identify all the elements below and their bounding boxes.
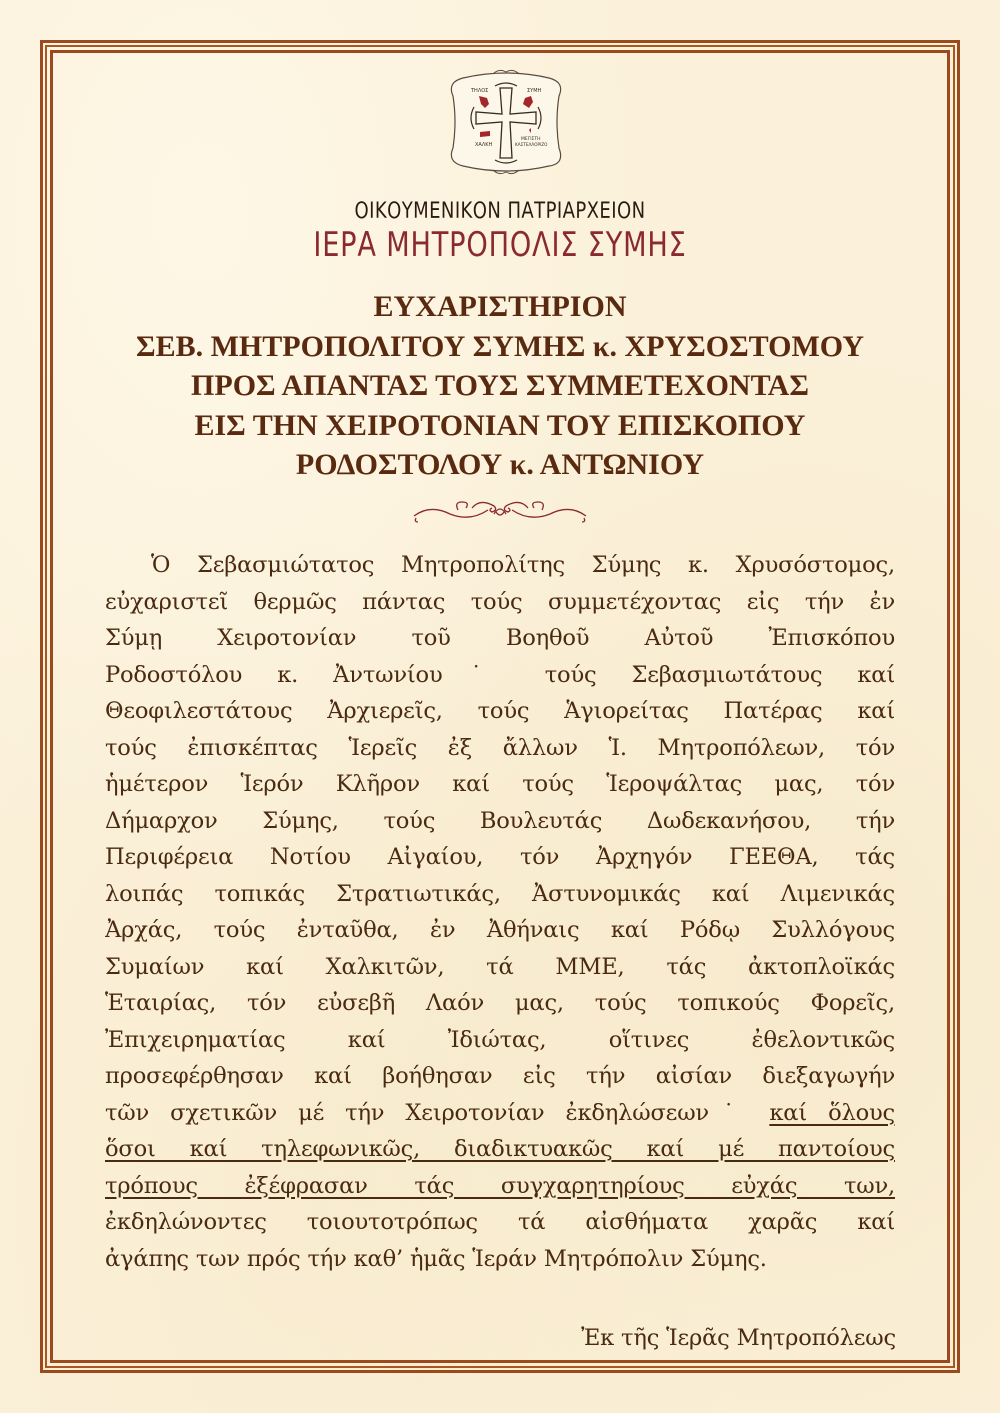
svg-text:ΤΗΛΟΣ: ΤΗΛΟΣ [471, 88, 489, 94]
body-line: τούς ἐπισκέπτας Ἱερεῖς ἐξ ἄλλων Ἱ. Μητροπόλεων, τόν [105, 734, 895, 761]
body-line [105, 1131, 895, 1168]
body-line: Συμαίων καί Χαλκιτῶν, τά ΜΜΕ, τάς ἀκτοπλοϊκάς [105, 953, 895, 980]
svg-text:ΣΥΜΗ: ΣΥΜΗ [527, 88, 542, 94]
headline-line: ΠΡΟΣ ΑΠΑΝΤΑΣ ΤΟΥΣ ΣΥΜΜΕΤΕΧΟΝΤΑΣ [191, 369, 809, 402]
body-line: προσεφέρθησαν καί βοήθησαν εἰς τήν αἰσίαν διεξαγωγήν [105, 1063, 895, 1089]
body-line: λοιπάς τοπικάς Στρατιωτικάς, Ἀστυνομικάς καί Λιμενικάς [105, 880, 895, 907]
document-headline [60, 287, 940, 485]
body-line: Ἐπιχειρηματίας καί Ἰδιώτας, οἵτινες ἐθελοντικῶς [105, 1026, 895, 1053]
body-line: Περιφέρεια Νοτίου Αἰγαίου, τόν Ἀρχηγόν ΓΕΕΘΑ, τάς [105, 844, 895, 870]
underlined-text: τρόπους ἐξέφρασαν τάς συγχαρητηρίους εὐχάς των [105, 1172, 889, 1199]
body-line [105, 1168, 895, 1205]
body-line: Ροδοστόλου κ. Ἀντωνίου˙ τούς Σεβασμιωτάτους καί [105, 661, 895, 688]
headline-line: ΕΥΧΑΡΙΣΤΗΡΙΟΝ [373, 290, 627, 323]
underlined-text: καί ὅλους [769, 1099, 895, 1126]
svg-text:ΚΑΣΤΕΛΛΟΡΙΖΟ: ΚΑΣΤΕΛΛΟΡΙΖΟ [515, 142, 548, 147]
body-line: Σύμῃ Χειροτονίαν τοῦ Βοηθοῦ Αὐτοῦ Ἐπισκόπου [105, 625, 895, 651]
thanks-message-body [105, 547, 895, 1277]
cross-emblem-icon [443, 66, 569, 178]
body-line: ἡμέτερον Ἱερόν Κλῆρον καί τούς Ἱεροψάλτας μας, τόν [105, 771, 895, 797]
svg-text:ΜΕΓΙΣΤΗ: ΜΕΓΙΣΤΗ [521, 137, 541, 142]
headline-line: ΣΕΒ. ΜΗΤΡΟΠΟΛΙΤΟΥ ΣΥΜΗΣ κ. ΧΡΥΣΟΣΤΟΜΟΥ [135, 329, 865, 363]
signature: Ἐκ τῆς Ἱερᾶς Μητροπόλεως [581, 1325, 896, 1351]
body-line-text: , [888, 1172, 895, 1199]
svg-text:ΧΑΛΚΗ: ΧΑΛΚΗ [475, 142, 493, 148]
flourish-ornament-icon [410, 496, 590, 526]
organization-name: ΟΙΚΟΥΜΕΝΙΚΟΝ ΠΑΤΡΙΑΡΧΕΙΟΝ [354, 199, 646, 224]
body-line: Θεοφιλεστάτους Ἀρχιερεῖς, τούς Ἁγιορείτας Πατέρας καί [105, 698, 895, 724]
metropolis-title: ΙΕΡΑ ΜΗΤΡΟΠΟΛΙΣ ΣΥΜΗΣ [313, 225, 687, 265]
body-line: ἀγάπης των πρός τήν καθ’ ἡμᾶς Ἱεράν Μητρόπολιν Σύμης. [105, 1245, 767, 1272]
underlined-text: ὅσοι καί τηλεφωνικῶς, διαδικτυακῶς καί μέ παντοίους [105, 1136, 895, 1162]
body-line: εὐχαριστεῖ θερμῶς πάντας τούς συμμετέχοντας εἰς τήν ἐν [105, 588, 895, 615]
body-line: Δήμαρχον Σύμης, τούς Βουλευτάς Δωδεκανήσου, τήν [105, 807, 895, 834]
body-line: Ὁ Σεβασμιώτατος Μητροπολίτης Σύμης κ. Χρυσόστομος, [151, 552, 895, 578]
headline-line: ΕΙΣ ΤΗΝ ΧΕΙΡΟΤΟΝΙΑΝ ΤΟΥ ΕΠΙΣΚΟΠΟΥ [194, 408, 806, 442]
body-line-text: τῶν σχετικῶν μέ τήν Χειροτονίαν ἐκδηλώσεων˙ [105, 1099, 770, 1126]
body-line: ἐκδηλώνοντες τοιουτοτρόπως τά αἰσθήματα χαρᾶς καί [105, 1209, 895, 1235]
headline-line: ΡΟΔΟΣΤΟΛΟΥ κ. ΑΝΤΩΝΙΟΥ [295, 448, 705, 481]
body-line [105, 1095, 895, 1132]
body-line: Ἀρχάς, τούς ἐνταῦθα, ἐν Ἀθήναις καί Ρόδῳ Συλλόγους [105, 917, 895, 943]
body-line: Ἑταιρίας, τόν εὐσεβῆ Λαόν μας, τούς τοπικούς Φορεῖς, [105, 990, 895, 1016]
